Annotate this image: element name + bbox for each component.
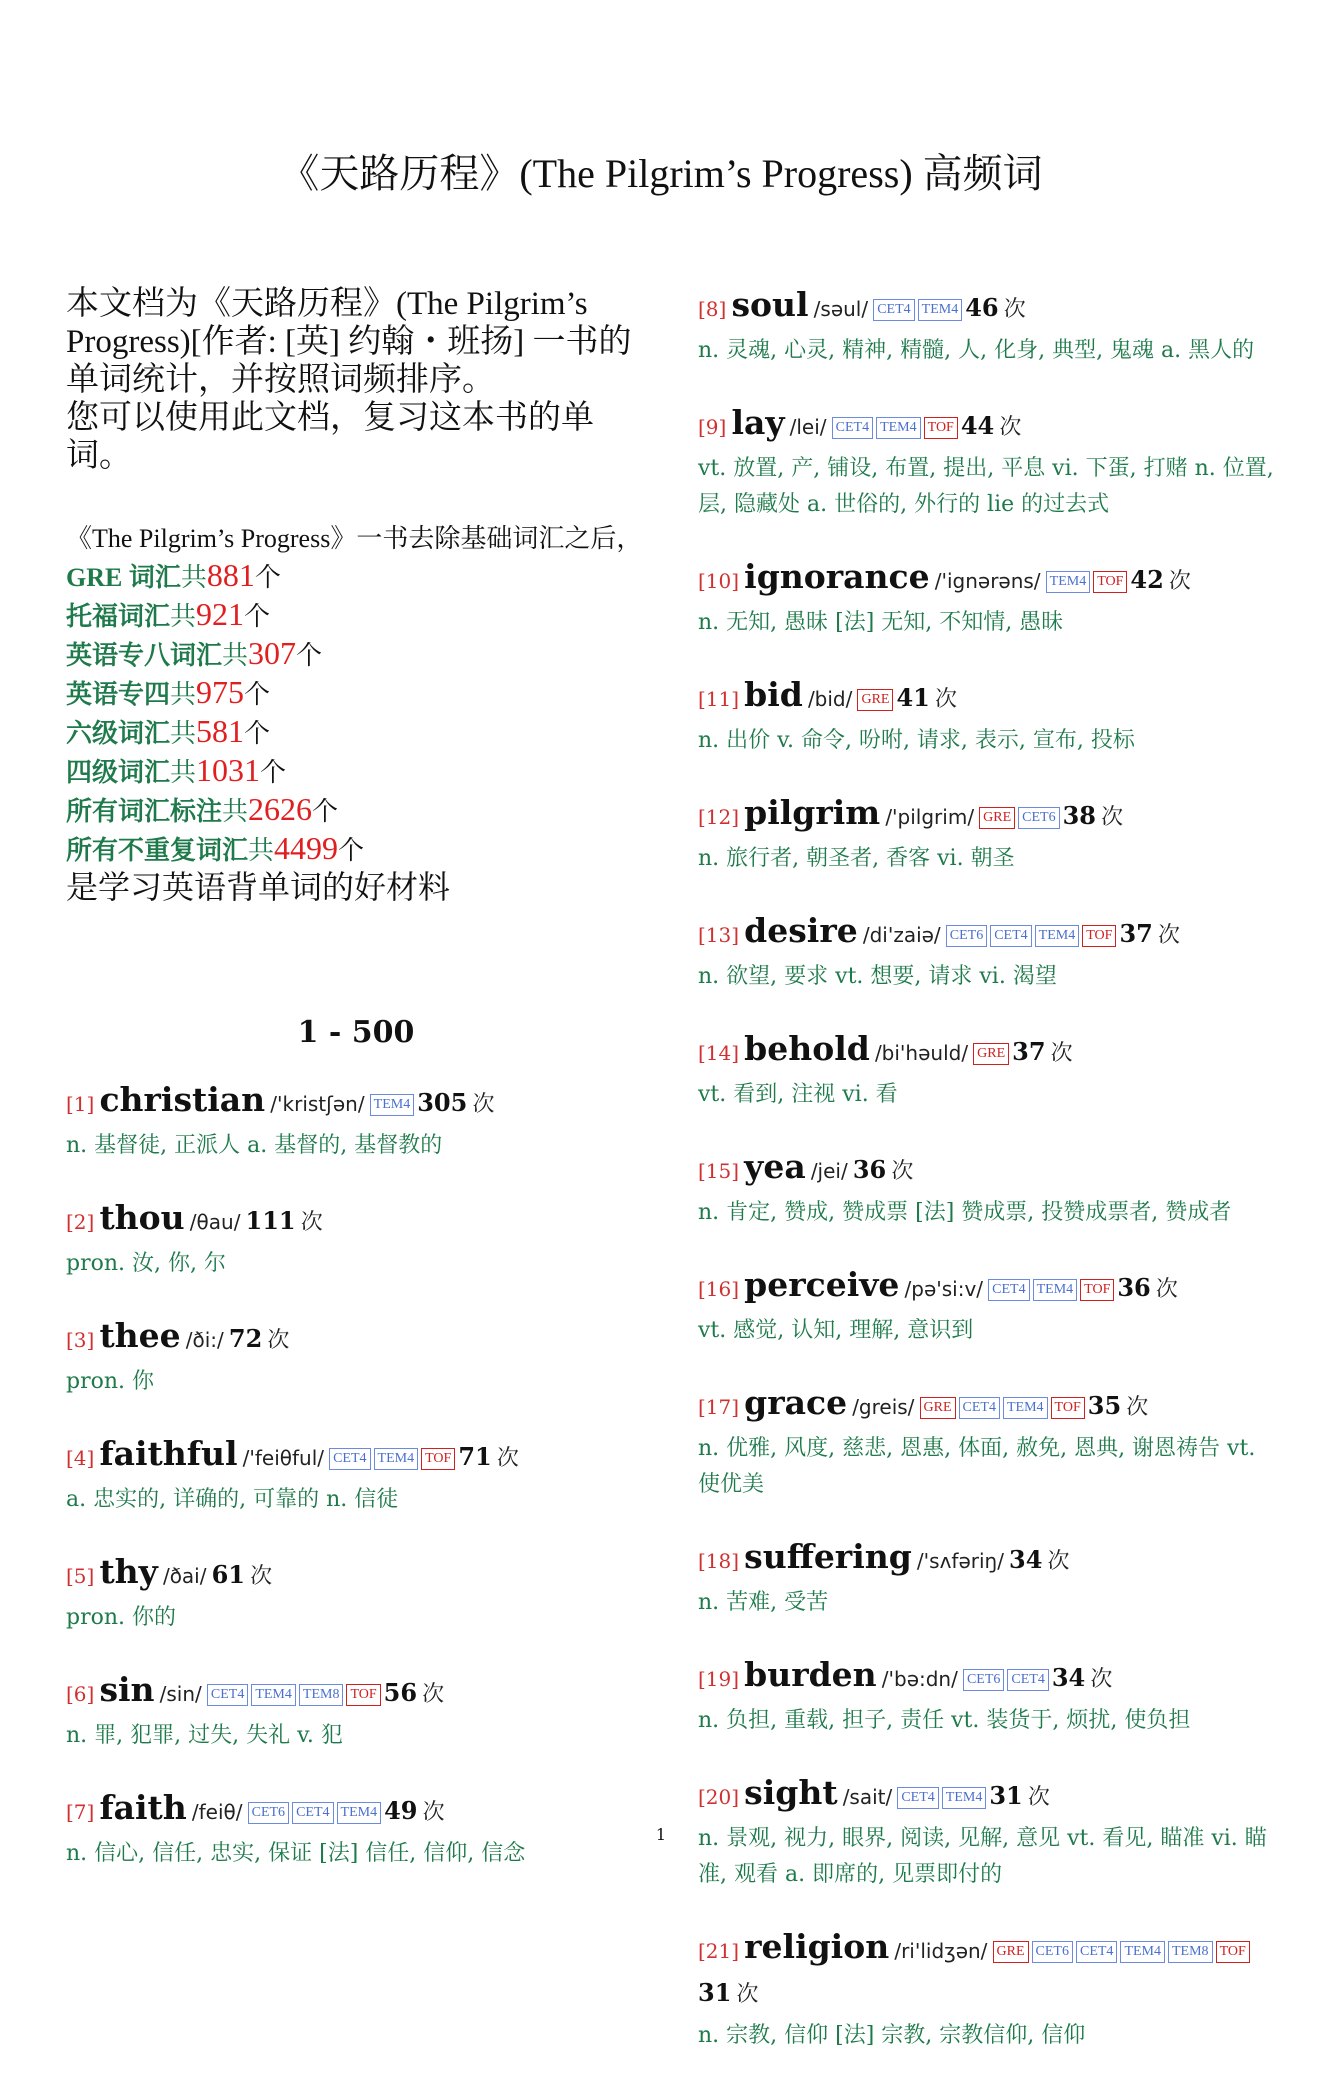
entry-index: [19] [698,1667,740,1691]
stat-suffix: 共 [170,758,197,787]
stat-number: 307 [248,635,297,671]
times-label: 次 [1003,297,1026,322]
phonetic: /di'zaiə/ [862,923,941,947]
definition: n. 欲望, 要求 vt. 想要, 请求 vi. 渴望 [698,964,1057,989]
stat-unit: 个 [244,680,271,709]
stat-label: 托福词汇 [66,602,171,631]
phonetic: /'sʌfəriŋ/ [916,1549,1004,1573]
phonetic: /ði:/ [185,1328,224,1352]
phonetic: /sait/ [842,1785,893,1809]
definition: pron. 汝, 你, 尔 [66,1251,226,1276]
phonetic: /ðai/ [162,1564,207,1588]
entry-head [66,1080,646,1126]
word-entry [698,1147,1278,1231]
times-label: 次 [1050,1041,1073,1066]
frequency-count: 61 [211,1560,245,1589]
headword: sin [99,1670,155,1709]
stat-label: 六级词汇 [66,719,171,748]
definition: n. 苦难, 受苦 [698,1590,829,1615]
document-title: 《天路历程》(The Pilgrim’s Progress) 高频词 [279,151,1043,196]
entry-index: [1] [66,1092,95,1116]
exam-tag: CET4 [1007,1669,1048,1691]
vocabulary-stats [66,521,646,905]
intro-paragraph: 本文档为《天路历程》(The Pilgrim’s Progress)[作者: [英] 约翰・班扬] 一书的单词统计，并按照词频排序。 您可以使用此文档，复习这本书的单词。 [66,286,632,474]
stat-unit: 个 [338,836,365,865]
frequency-count: 35 [1087,1391,1122,1420]
stat-suffix: 共 [222,797,249,826]
times-label: 次 [891,1159,914,1184]
exam-tag: GRE [920,1397,956,1419]
definition: n. 宗教, 信仰 [法] 宗教, 宗教信仰, 信仰 [698,2023,1086,2048]
frequency-count: 46 [965,293,999,322]
definition: vt. 放置, 产, 铺设, 布置, 提出, 平息 vi. 下蛋, 打赌 n. 位置, 层, 隐藏处 a. 世俗的, 外行的 lie 的过去式 [698,456,1274,517]
word-entry [698,403,1278,523]
entry-index: [14] [698,1041,740,1065]
headword: behold [744,1029,870,1068]
phonetic: /'feiθful/ [242,1446,324,1470]
headword: christian [99,1080,266,1119]
exam-tag: CET4 [207,1684,248,1706]
word-entry [698,1655,1278,1739]
definition: pron. 你的 [66,1605,177,1630]
stat-suffix: 共 [170,719,197,748]
entry-index: [3] [66,1328,95,1352]
headword: yea [744,1147,806,1186]
word-entry [66,1316,646,1400]
stat-suffix: 共 [248,836,275,865]
entry-head [698,1265,1278,1311]
phonetic: /səul/ [813,297,869,321]
definition: n. 无知, 愚昧 [法] 无知, 不知情, 愚昧 [698,610,1064,635]
frequency-count: 42 [1130,565,1164,594]
exam-tag: GRE [979,807,1015,829]
headword: desire [744,911,858,950]
headword: thou [99,1198,185,1237]
definition: vt. 感觉, 认知, 理解, 意识到 [698,1318,974,1343]
entry-head [698,1773,1278,1819]
definition: n. 罪, 犯罪, 过失, 失礼 v. 犯 [66,1723,343,1748]
exam-tag: TEM4 [374,1448,419,1470]
definition: n. 出价 v. 命令, 吩咐, 请求, 表示, 宣布, 投标 [698,728,1135,753]
word-entry [698,1927,1278,2054]
times-label: 次 [934,687,957,712]
definition: n. 基督徒, 正派人 a. 基督的, 基督教的 [66,1133,443,1158]
definition: a. 忠实的, 详确的, 可靠的 n. 信徒 [66,1487,399,1512]
exam-tag: TOF [924,417,958,439]
exam-tag: CET4 [988,1279,1029,1301]
exam-tag: GRE [973,1043,1009,1065]
word-list-right [698,285,1278,2054]
exam-tag: CET6 [1032,1941,1073,1963]
frequency-count: 34 [1009,1545,1043,1574]
stat-label: 英语专四 [66,680,171,709]
frequency-count: 56 [383,1678,418,1707]
times-label: 次 [1101,805,1124,830]
word-entry [698,1265,1278,1349]
times-label: 次 [1047,1549,1070,1574]
stat-suffix: 共 [180,563,207,592]
headword: faithful [99,1434,238,1473]
entry-head [698,557,1278,603]
phonetic: /'bə:dn/ [881,1667,958,1691]
stat-line [66,557,646,596]
definition: n. 景观, 视力, 眼界, 阅读, 见解, 意见 vt. 看见, 瞄准 vi. 瞄准, 观看 a. 即席的, 见票即付的 [698,1826,1267,1887]
times-label: 次 [1126,1395,1149,1420]
word-entry [698,1383,1278,1503]
entry-head [698,1383,1278,1429]
exam-tag: CET4 [329,1448,370,1470]
entry-head [698,793,1278,839]
stat-suffix: 共 [170,680,197,709]
entry-head [698,675,1278,721]
phonetic: /greis/ [852,1395,915,1419]
phonetic: /lei/ [789,415,827,439]
stats-tail: 是学习英语背单词的好材料 [66,869,451,905]
word-entry [66,1552,646,1636]
frequency-count: 31 [698,1978,732,2007]
stat-label: 所有不重复词汇 [66,836,249,865]
frequency-count: 38 [1062,801,1097,830]
exam-tag: CET4 [959,1397,1000,1419]
stat-suffix: 共 [170,602,197,631]
stat-suffix: 共 [222,641,249,670]
entry-head [698,911,1278,957]
exam-tag: CET6 [248,1802,289,1824]
times-label: 次 [422,1800,445,1825]
entry-index: [11] [698,687,740,711]
exam-tag: TOF [1216,1941,1250,1963]
exam-tag: TEM4 [1033,1279,1078,1301]
entry-index: [17] [698,1395,740,1419]
entry-index: [15] [698,1159,740,1183]
word-entry [698,675,1278,759]
exam-tag: CET4 [292,1802,333,1824]
times-label: 次 [267,1328,290,1353]
times-label: 次 [736,1982,759,2007]
frequency-count: 37 [1012,1037,1046,1066]
stat-number: 4499 [274,830,339,866]
phonetic: /ri'lidʒən/ [894,1939,988,1963]
frequency-count: 49 [384,1796,418,1825]
exam-tag: CET6 [963,1669,1004,1691]
times-label: 次 [300,1210,323,1235]
entry-index: [7] [66,1800,95,1824]
times-label: 次 [1090,1667,1113,1692]
headword: ignorance [744,557,930,596]
frequency-count: 71 [458,1442,492,1471]
headword: perceive [744,1265,900,1304]
frequency-count: 36 [1117,1273,1151,1302]
word-entry [698,1537,1278,1621]
frequency-count: 72 [228,1324,263,1353]
phonetic: /jei/ [810,1159,848,1183]
exam-tag: CET4 [832,417,873,439]
headword: sight [744,1773,838,1812]
stat-line [66,713,646,752]
definition: n. 旅行者, 朝圣者, 香客 vi. 朝圣 [698,846,1015,871]
entry-index: [9] [698,415,727,439]
entry-index: [2] [66,1210,95,1234]
entry-head [66,1670,646,1716]
range-heading: 1 - 500 [297,1015,415,1050]
word-entry [66,1080,646,1164]
phonetic: /bid/ [807,687,853,711]
word-entry [698,285,1278,369]
stat-label: 四级词汇 [66,758,171,787]
entry-head [698,1927,1278,2016]
headword: thee [99,1316,181,1355]
exam-tag: TEM4 [370,1094,415,1116]
exam-tag: TEM8 [1168,1941,1213,1963]
stat-number: 1031 [196,752,261,788]
definition: n. 优雅, 风度, 慈悲, 恩惠, 体面, 赦免, 恩典, 谢恩祷告 vt. 使优美 [698,1436,1256,1497]
word-entry [698,557,1278,641]
stat-unit: 个 [312,797,339,826]
entry-head [698,1147,1278,1193]
times-label: 次 [1157,923,1180,948]
exam-tag: TEM4 [1035,925,1080,947]
phonetic: /'pilgrim/ [885,805,975,829]
exam-tag: TEM4 [942,1787,987,1809]
headword: lay [731,403,785,442]
exam-tag: TOF [1080,1279,1114,1301]
phonetic: /'kristʃən/ [270,1092,365,1116]
word-entry [66,1198,646,1282]
stat-unit: 个 [260,758,287,787]
times-label: 次 [250,1564,273,1589]
entry-head [66,1198,646,1244]
stat-line [66,752,646,791]
stat-line [66,674,646,713]
exam-tag: TEM4 [1120,1941,1165,1963]
entry-index: [8] [698,297,727,321]
stat-line [66,635,646,674]
exam-tag: TOF [421,1448,455,1470]
definition: n. 负担, 重载, 担子, 责任 vt. 装货于, 烦扰, 使负担 [698,1708,1191,1733]
entry-index: [16] [698,1277,740,1301]
word-entry [698,1029,1278,1113]
frequency-count: 31 [989,1781,1023,1810]
entry-head [698,1537,1278,1583]
phonetic: /bi'həuld/ [874,1041,969,1065]
stats-lead: 《The Pilgrim’s Progress》一书去除基础词汇之后， [66,524,643,553]
phonetic: /'ignərəns/ [934,569,1041,593]
exam-tag: CET6 [946,925,987,947]
phonetic: /pə'si:v/ [904,1277,984,1301]
exam-tag: CET4 [990,925,1031,947]
stat-label: GRE 词汇 [66,563,181,592]
exam-tag: TEM4 [337,1802,382,1824]
stat-number: 581 [196,713,245,749]
stat-unit: 个 [296,641,323,670]
times-label: 次 [422,1682,445,1707]
exam-tag: TEM4 [1046,571,1091,593]
frequency-count: 44 [960,411,995,440]
frequency-count: 36 [852,1155,887,1184]
entry-head [698,403,1278,449]
phonetic: /θau/ [189,1210,241,1234]
headword: suffering [744,1537,912,1576]
frequency-count: 305 [417,1088,468,1117]
headword: bid [744,675,803,714]
definition: vt. 看到, 注视 vi. 看 [698,1082,898,1107]
exam-tag: CET4 [897,1787,938,1809]
word-entry [66,1434,646,1518]
entry-index: [6] [66,1682,95,1706]
times-label: 次 [496,1446,519,1471]
stat-number: 975 [196,674,245,710]
headword: thy [99,1552,158,1591]
headword: soul [731,285,809,324]
stat-number: 921 [196,596,245,632]
stat-line [66,791,646,830]
exam-tag: TEM4 [251,1684,296,1706]
frequency-count: 34 [1051,1663,1086,1692]
word-list-left [66,1080,646,1872]
frequency-count: 37 [1119,919,1153,948]
entry-index: [21] [698,1939,740,1963]
times-label: 次 [472,1092,495,1117]
headword: faith [99,1788,187,1827]
times-label: 次 [1155,1277,1178,1302]
left-column [66,285,646,1906]
headword: burden [744,1655,877,1694]
exam-tag: CET4 [1076,1941,1117,1963]
exam-tag: TEM8 [299,1684,344,1706]
stat-label: 英语专八词汇 [66,641,223,670]
headword: grace [744,1383,848,1422]
entry-index: [5] [66,1564,95,1588]
times-label: 次 [1027,1785,1050,1810]
entry-head [698,1655,1278,1701]
exam-tag: TOF [1093,571,1127,593]
word-entry [66,1670,646,1754]
entry-index: [10] [698,569,740,593]
times-label: 次 [999,415,1022,440]
stat-line [66,596,646,635]
entry-index: [20] [698,1785,740,1809]
exam-tag: CET4 [873,299,914,321]
frequency-count: 41 [896,683,930,712]
exam-tag: TOF [1051,1397,1085,1419]
entry-index: [13] [698,923,740,947]
definition: pron. 你 [66,1369,155,1394]
word-entry [698,911,1278,995]
stat-label: 所有词汇标注 [66,797,223,826]
exam-tag: TEM4 [1003,1397,1048,1419]
phonetic: /feiθ/ [191,1800,243,1824]
stat-unit: 个 [244,719,271,748]
stat-number: 881 [206,557,255,593]
entry-head [66,1316,646,1362]
stat-unit: 个 [254,563,281,592]
stat-line [66,830,646,869]
phonetic: /sin/ [159,1682,202,1706]
page-number: 1 [655,1825,667,1844]
exam-tag: CET6 [1018,807,1059,829]
exam-tag: TOF [346,1684,380,1706]
exam-tag: TEM4 [876,417,921,439]
entry-head [66,1434,646,1480]
entry-head [66,1552,646,1598]
entry-index: [4] [66,1446,95,1470]
entry-index: [12] [698,805,740,829]
exam-tag: GRE [857,689,893,711]
word-entry [698,793,1278,877]
exam-tag: GRE [993,1941,1029,1963]
exam-tag: TOF [1082,925,1116,947]
headword: pilgrim [744,793,881,832]
headword: religion [744,1927,890,1966]
definition: n. 灵魂, 心灵, 精神, 精髓, 人, 化身, 典型, 鬼魂 a. 黑人的 [698,338,1255,363]
times-label: 次 [1168,569,1191,594]
definition: n. 肯定, 赞成, 赞成票 [法] 赞成票, 投赞成票者, 赞成者 [698,1200,1232,1225]
entry-head [698,1029,1278,1075]
frequency-count: 111 [245,1206,296,1235]
exam-tag: TEM4 [918,299,963,321]
entry-head [698,285,1278,331]
definition: n. 信心, 信任, 忠实, 保证 [法] 信任, 信仰, 信念 [66,1841,526,1866]
stat-unit: 个 [244,602,271,631]
right-column [698,285,1278,2088]
entry-index: [18] [698,1549,740,1573]
stat-number: 2626 [248,791,313,827]
